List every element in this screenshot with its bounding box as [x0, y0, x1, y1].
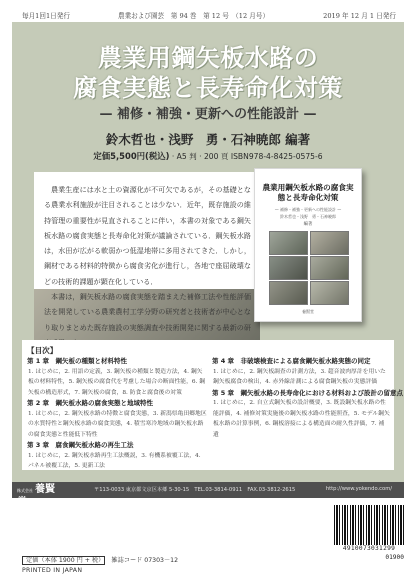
toc-chapter-items: 1. はじめに，2. 自立式鋼矢板の設計概要，3. 既設鋼矢板水路の性能評価，4. 補修対策実施後の鋼矢板水路の性能照査，5. モデル鋼矢板水路の計算事例，6. 鋼板溶接による構造面の耐久性評価，7. 補遺	[213, 400, 390, 438]
toc-chapter-items: 1. はじめに，2. 用語の定義，3. 鋼矢板の種類と製造方法，4. 鋼矢板の材料特性，5. 鋼矢板の腐食代を考慮した場合の断面性能，6. 鋼矢板の構造形式，7. 鋼矢板の腐食，8. 防食と腐食後の対策	[28, 368, 206, 396]
toc-chapter: 第 4 章 非破壊検査による腐食鋼矢板水路実態の同定	[212, 357, 371, 365]
toc-heading: 【目次】	[27, 346, 58, 355]
cover-photo	[310, 256, 349, 280]
publisher-address: 〒113-0033 東京都文京区本郷 5-30-15 TEL.03-3814-0911 FAX.03-3812-2615	[94, 487, 296, 493]
toc-chapter: 第 5 章 鋼矢板水路の長寿命化における材料および設計の留意点	[212, 388, 404, 397]
printed-in: PRINTED IN JAPAN	[22, 567, 83, 574]
price-line	[22, 555, 178, 564]
publisher-logo-text: 養賢堂	[17, 484, 55, 508]
price-footer	[22, 555, 322, 585]
toc-right-column	[212, 356, 404, 440]
toc-left-column	[27, 356, 207, 472]
book-subtitle: — 補修・補強・更新への性能設計 —	[99, 107, 317, 122]
price-details: · A5 判 · 200 頁 ISBN978-4-8425-0575-6	[169, 152, 323, 161]
publisher-logo	[17, 484, 57, 508]
issue-date: 2019 年 12 月 1 日発行	[323, 12, 396, 20]
table-of-contents	[22, 340, 404, 470]
issue-frequency: 毎月1回1日発行	[22, 12, 70, 20]
barcode-addon-number: 01900	[385, 554, 404, 561]
toc-chapter: 第 3 章 腐食鋼矢板水路の再生工法	[27, 441, 134, 449]
toc-chapter-items: 1. はじめに，2. 鋼矢板水路再生工法概説，3. 有機系被覆工法，4. パネル被覆工法，5. 更新工法	[28, 452, 201, 469]
cover-photo-grid	[269, 231, 349, 303]
issue-volume: 農業および園芸 第 94 巻 第 12 号 （12 月号）	[118, 12, 270, 20]
cover-editor-mark: 編著	[303, 222, 313, 227]
publisher-bar	[12, 482, 404, 508]
barcode	[334, 505, 404, 561]
cover-authors: 鈴木哲也・浅野 勇・石神暁郎	[280, 214, 336, 219]
cover-title: 農業用鋼矢板水路の腐食実態と長寿命化対策	[262, 183, 354, 202]
toc-chapter-items: 1. はじめに，2. 鋼矢板調査の計測方法，3. 超音波肉厚計を用いた鋼矢板腐食の検出，4. 赤外線計測による腐食鋼矢板の実態評価	[213, 368, 386, 385]
magazine-code: 雑誌コード 07303－12	[111, 557, 179, 564]
book-title-line2: 腐食実態と長寿命化対策	[73, 74, 343, 102]
issue-header	[0, 0, 416, 22]
cover-publisher: 養賢堂	[302, 309, 314, 314]
cover-subtitle: — 補修・補強・更新への性能設計 —	[274, 207, 342, 212]
book-title-line1: 農業用鋼矢板水路の	[97, 44, 319, 72]
cover-photo	[310, 231, 349, 255]
book-authors: 鈴木哲也・浅野 勇・石神暁郎 編著	[105, 132, 311, 147]
price-box: 定価（本体 1900 円 + 税）	[22, 556, 105, 565]
publisher-url: http://www.yokendo.com/	[325, 486, 392, 492]
description-paragraph-1: 農業生産には水と土の資源化が不可欠であるが，その基礎となる農業水利施設が注目されることは少ない．近年，既存施設の維持管理の重要性が見直されることに伴い，本書の対象である鋼矢板水路の腐食実態と長寿命化対策が議論されている．鋼矢板水路は，水田が広がる軟弱かつ低湿地帯に多用されてきた．しかし，鋼材である材料的特徴から腐食劣化が進行し，各地で座屈破壊などの技術的課題が顕在化している．	[44, 185, 251, 286]
cover-photo	[269, 256, 308, 280]
toc-chapter: 第 2 章 鋼矢板水路の腐食実態と地域特性	[27, 399, 154, 407]
barcode-bars	[334, 505, 404, 545]
cover-photo	[269, 231, 308, 255]
cover-photo	[269, 281, 308, 305]
barcode-number: 4910073031299	[342, 545, 396, 552]
cover-photo	[310, 281, 349, 305]
description-paragraph-2: 本書は，鋼矢板水路の腐食実態を踏まえた補修工法や性能評価法を開発している農業農村工学分野の研究者と技術者が中心となり取りまとめた既存施設の実態調査や技術開発に関する最新の研	[34, 289, 260, 350]
publisher-logo-prefix: 株式会社	[17, 488, 33, 493]
price-main: 定価5,500円(税込)	[93, 151, 170, 161]
book-cover-image	[254, 168, 362, 322]
toc-chapter: 第 1 章 鋼矢板の種類と材料特性	[27, 357, 128, 365]
book-price	[12, 150, 404, 162]
toc-chapter-items: 1. はじめに，2. 鋼矢板水路の特徴と腐食実態，3. 新潟県亀田郷地区の水質特性と鋼矢板水路の腐食実態，4. 積雪寒冷地域の鋼矢板水路の腐食実態と性能低下特性	[28, 410, 207, 438]
